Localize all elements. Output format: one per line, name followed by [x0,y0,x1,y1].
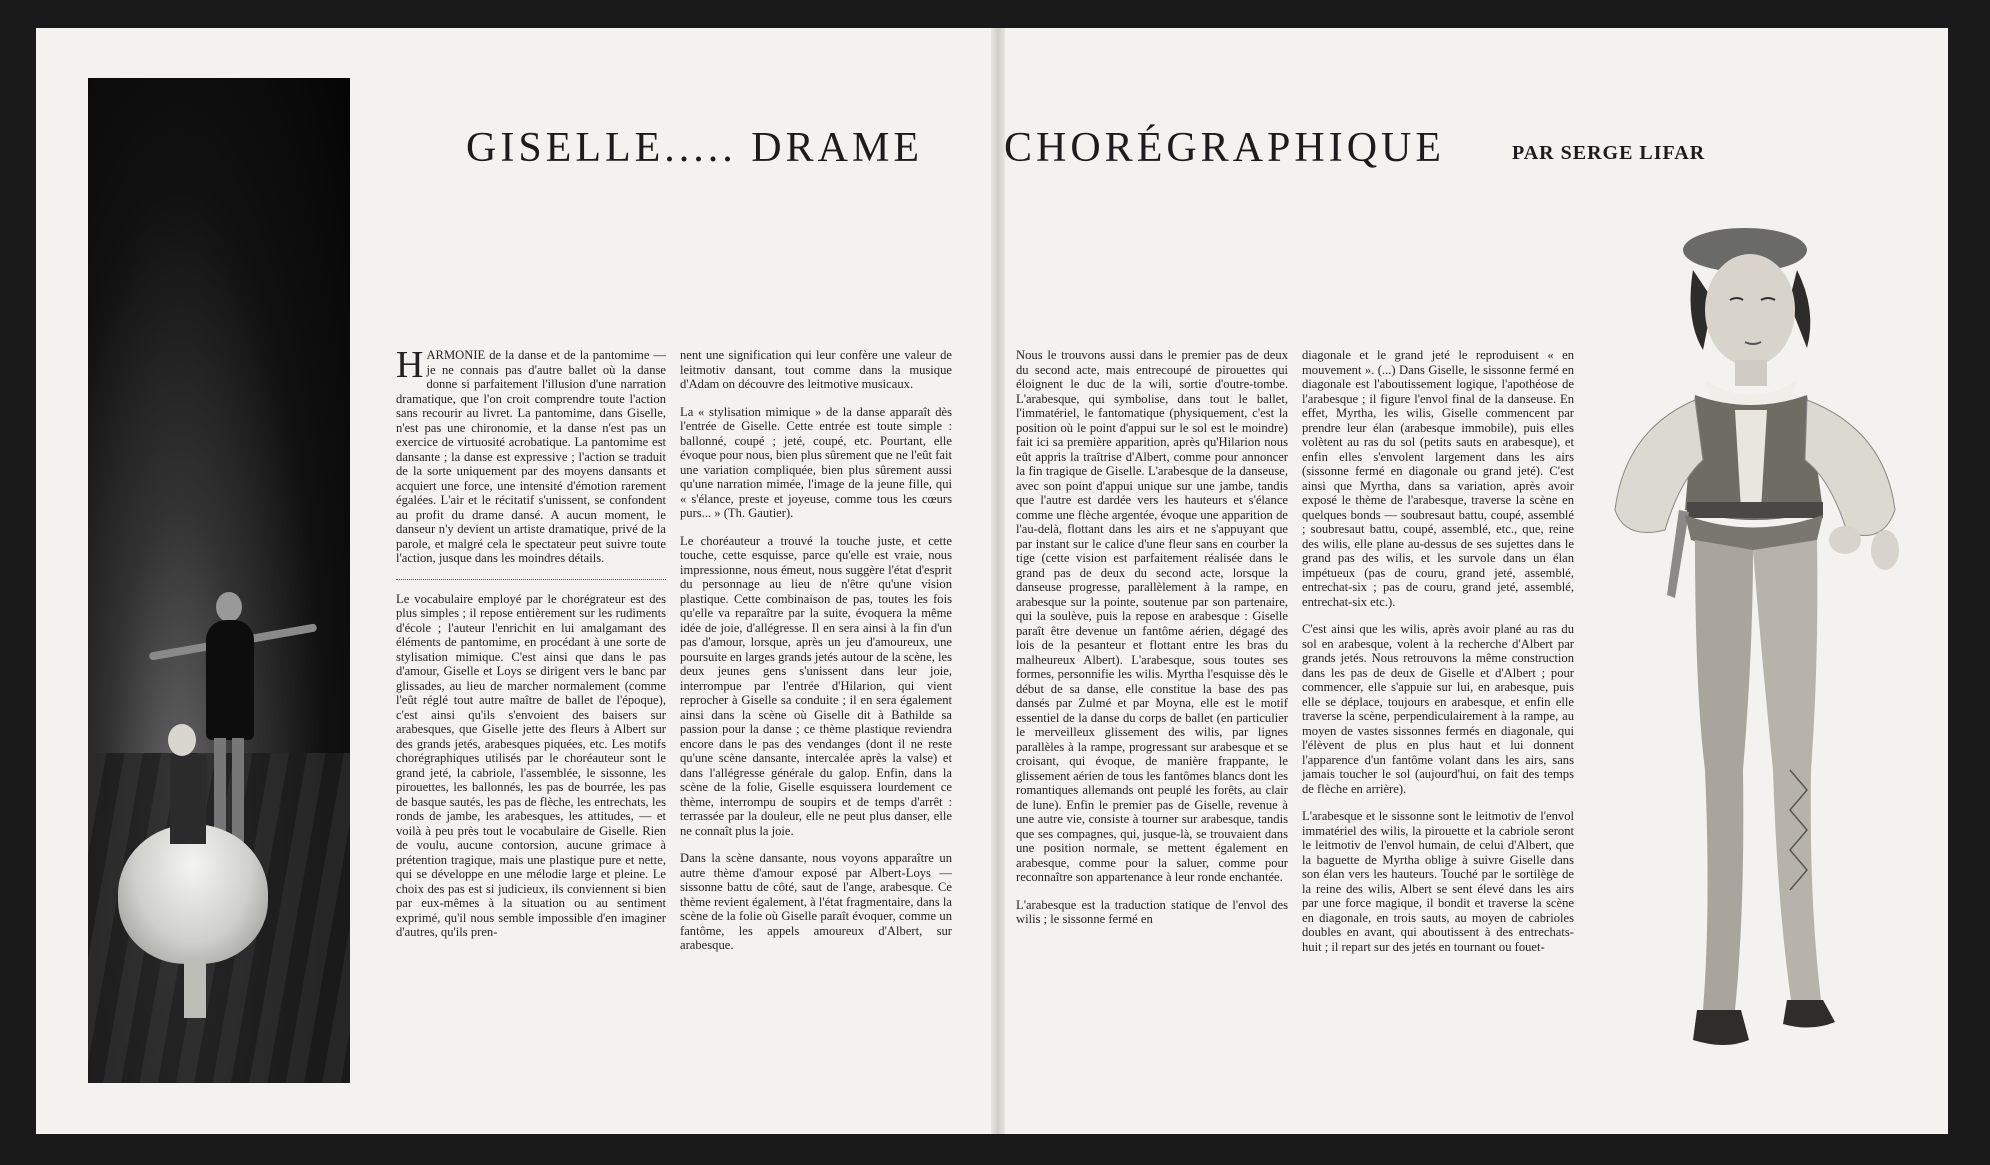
paragraph-text: ARMONIE de la danse et de la pantomime — je ne connais pas d'autre ballet où la danse donne si parfaitement l'illusion d'une narration dramatique, que l'on croit comprendre toute l'action sans recourir au livret. La pantomime, dans Giselle, n'est pas une chironomie, et la danse n'est pas un exercice de virtuosité acrobatique. La pantomime est dansante ; la danse est expressive ; l'action se traduit de la sorte uniquement par des moyens dansants et acquiert une force, une intensité d'émotion rarement égalées. L'air et le récitatif s'unissent, se confondent au profit du drame dansé. A aucun moment, le danseur n'y devient un artiste dramatique, privé de la parole, et malgré cela le spectateur peut suivre toute l'action, jusque dans les moindres détails. [396,348,666,565]
book-gutter [991,28,1005,1134]
drop-cap: H [396,344,424,386]
paragraph: Dans la scène dansante, nous voyons apparaître un autre thème d'amour exposé par Albert-Loys — sissonne battu de côté, saut de l'ange, arabesque. Ce thème revient également, à l'état fragmentaire, dans la scène de la folie où Giselle paraît évoquer, comme un fantôme, les appels amoureux d'Albert, sur arabesque. [680,851,952,952]
paragraph: nent une signification qui leur confère une valeur de leitmotiv dansant, tout comme dans la musique d'Adam on découvre des leitmotive musicaux. [680,348,952,391]
albrecht-costume-illustration [1585,210,1945,1100]
paragraph [396,344,666,566]
byline: PAR SERGE LIFAR [1512,142,1706,164]
text-column-1 [396,344,666,953]
text-column-3 [1016,348,1288,940]
text-column-2 [680,348,952,966]
title-left: GISELLE..... DRAME [466,125,923,171]
paragraph: Le choréauteur a trouvé la touche juste, et cette touche, cette esquisse, parce qu'elle est vraie, nous impressionne, nous émeut, nous suggère l'état d'esprit du personnage au lieu de n'être qu'une vision plastique. Cette combinaison de pas, toutes les fois qu'elle va reparaître par la suite, évoquera la même idée de joie, d'allégresse. Il en sera ainsi à la fin d'un pas d'amour, lorsque, après un jeu d'amoureux, une poursuite en larges grands jetés autour de la scène, les deux jeunes gens s'unissent dans leur joie, interrompue par l'entrée d'Hilarion, qui vient reprocher à Giselle sa conduite ; il en sera également ainsi dans la scène où Giselle dit à Bathilde sa passion pour la danse ; ce thème plastique reviendra encore dans le pas des vendanges (dont il ne reste qu'une scène dansante, intercalée après la valse) et dans l'allégresse générale du galop. Enfin, dans la scène de la folie, Giselle esquissera lourdement ce thème, interrompu de soupirs et de temps d'arrêt : terrassée par la douleur, elle ne peut plus danser, elle ne connaît plus la joie. [680,533,952,838]
dotted-separator [396,579,666,580]
text-column-4 [1302,348,1574,967]
paragraph: L'arabesque est la traduction statique de l'envol des wilis ; le sissonne fermé en [1016,897,1288,926]
paragraph: La « stylisation mimique » de la danse apparaît dès l'entrée de Giselle. Cette entrée est toute simple : ballonné, coupé ; jeté, coupé, etc. Pourtant, elle évoque pour nous, bien plus sûrement que ne l'eût fait une variation compliquée, bien plus sûrement aussi qu'une narration mimée, l'image de la jeune fille, qui « s'élance, preste et joyeuse, comme tous les cœurs purs... » (Th. Gautier). [680,404,952,520]
paragraph: C'est ainsi que les wilis, après avoir plané au ras du sol en arabesque, volent à la recherche d'Albert par grands jetés. Nous retrouvons la même construction dans les pas de deux de Giselle et d'Albert ; pour commencer, elle s'appuie sur lui, en arabesque, puis elle se déplace, toujours en arabesque, et enfin elle traverse la scène, perpendiculairement à la rampe, au moyen de vastes sissonnes fermés en diagonale, qui l'élèvent de plus en plus haut et lui donnent l'apparence d'un fantôme volant dans les airs, sans jamais toucher le sol (aujourd'hui, on fait des temps de flèche en arrière). [1302,622,1574,796]
title-right: CHORÉGRAPHIQUE [1004,125,1446,171]
paragraph: Nous le trouvons aussi dans le premier pas de deux du second acte, mais entrecoupé de pirouettes qui éloignent le duc de la wili, sortie d'outre-tombe. L'arabesque, qui symbolise, dans tout le ballet, l'immatériel, le fantomatique (physiquement, c'est la position où le point d'appui sur le sol est le moindre) fait ici sa première apparition, après qu'Hilarion nous eût appris la traîtrise d'Albert, comme pour annoncer la fin tragique de Giselle. L'arabesque de la danseuse, avec son point d'appui unique sur une jambe, tandis que l'autre est dardée vers les hauteurs et s'élance comme une flèche argentée, évoque une apparition de l'au-delà, flottant dans les airs et ne s'appuyant que par instant sur le calice d'une fleur sans en courber la tige (cette vision est parfaitement réalisée dans le grand pas de deux du second acte, lorsque la danseuse progresse, parallèlement à la rampe, en arabesque sur la pointe, soutenue par son partenaire, qui la soulève, puis la repose en arabesque : Giselle paraît être devenue un fantôme aérien, dégagé des lois de la pesanteur et flottant entre les bras du malheureux Albert). L'arabesque, sous toutes ses formes, personnifie les wilis. Myrtha l'esquisse dès le début de sa danse, elle constitue la base des pas dansés par Zulmé et par Moyna, elle est le motif essentiel de la danse du corps de ballet (en particulier le merveilleux glissement des wilis, par lignes parallèles à la rampe, progressant sur arabesque et se croisant, qui évoque, de manière frappante, le glissement aérien de tous les fantômes blancs dont les romantiques allemands ont peuplé les forêts, au clair de lune). Enfin le premier pas de Giselle, revenue à une autre vie, consiste à tourner sur arabesque, tandis que ses compagnes, qui, jusque-là, se trouvaient dans une position normale, se mettent également en arabesque, comme pour la saluer, comme pour reconnaître son appartenance à leur ronde enchantée. [1016,348,1288,884]
paragraph: Le vocabulaire employé par le chorégrateur est des plus simples ; il repose entièrement sur les rudiments d'école ; l'auteur l'enrichit en lui amalgamant des éléments de pantomime, en procédant à une sorte de stylisation mimique. C'est ainsi que dans le pas d'amour, Giselle et Loys se dirigent vers le banc par glissades, au lieu de marcher normalement (comme l'eût réglé tout autre maître de ballet de l'époque), c'est ainsi qu'ils s'envoient des baisers sur arabesques, que Giselle jette des fleurs à Albert sur des grands jetés, arabesques piquées, etc. Les motifs chorégraphiques utilisés par le choréauteur sont le grand jeté, la cabriole, l'assemblée, le sissonne, les pirouettes, les ballonnés, les pas de bourrée, les pas de basque sautés, les pas de flèche, les entrechats, les ronds de jambe, les arabesques, les attitudes, — et voilà à peu près tout le vocabulaire de Giselle. Rien de voulu, aucune contorsion, aucune grimace à prétention tragique, mais une plastique pure et nette, qui se développe en une mélodie large et pleine. Le choix des pas est si judicieux, ils conviennent si bien par eux-mêmes à la situation ou au sentiment exprimé, qu'il nous semble impossible d'en imaginer d'autres, qu'ils pren- [396,591,666,939]
ballet-stage-photo [88,78,350,1083]
paragraph: diagonale et le grand jeté le reproduisent « en mouvement ». (...) Dans Giselle, le sissonne fermé en diagonale est l'aboutissement logique, l'apothéose de l'arabesque ; il figure l'envol final de la danseuse. En effet, Myrtha, les wilis, Giselle commencent par prendre leur élan (arabesque immobile), puis elles volètent au ras du sol (petits sauts en arabesque), et enfin elles s'envolent largement dans les airs (sissonne fermé en diagonale ou grand jeté). C'est ainsi que Myrtha, dans sa variation, après avoir exposé le thème de l'arabesque, traverse la scène en quelques bonds — soubresaut battu, coupé, assemblé ; soubresaut battu, coupé, assemblé, etc., que, reine des wilis, elle plane au-dessus de ses sujettes dans le grand pas des wilis, et les survole dans un élan impétueux (pas de couru, grand jeté, assemblé, entrechat-six ; pas de couru, grand jeté, assemblé, entrechat-six etc.). [1302,348,1574,609]
paragraph: L'arabesque et le sissonne sont le leitmotiv de l'envol immatériel des wilis, la pirouette et la cabriole seront le leitmotiv de l'envol humain, de celui d'Albert, que la baguette de Myrtha oblige à suivre Giselle dans son élan vers les hauteurs. Touché par le sortilège de la reine des wilis, Albert se sent élevé dans les airs par une force magique, il bondit et traverse la scène en diagonale, en trois sauts, au moyen de cabrioles doubles en avant, qui aboutissent à des entrechats-huit ; il repart sur des jetés en tournant ou fouet- [1302,809,1574,954]
